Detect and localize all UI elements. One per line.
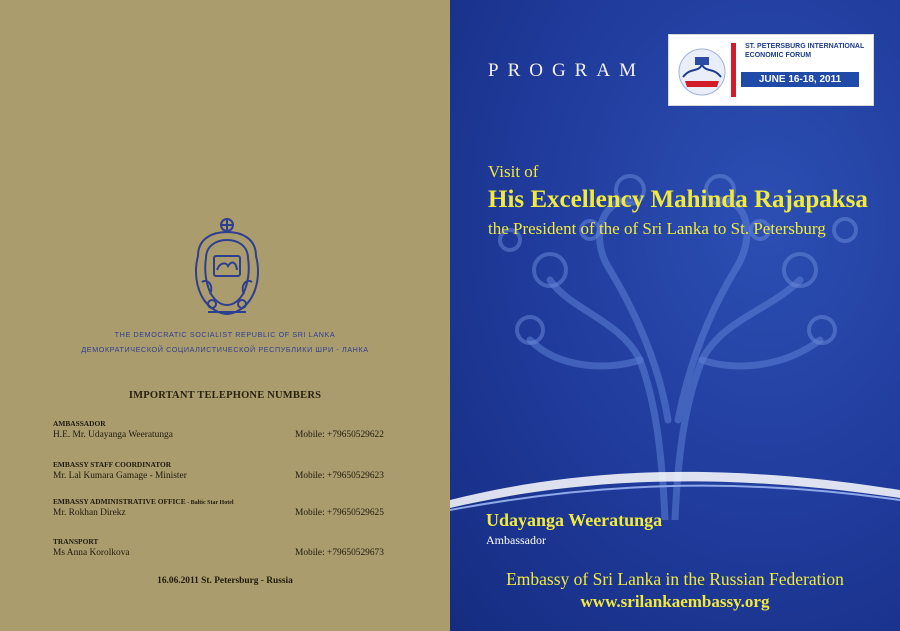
sri-lanka-emblem-icon [188,216,266,322]
spief-logo-icon [677,47,727,97]
guest-name: His Excellency Mahinda Rajapaksa [488,186,868,213]
contact-name: Mr. Rokhan Direkz [53,508,126,518]
embassy-name: Embassy of Sri Lanka in the Russian Federation [506,569,844,589]
contact-transport [53,537,423,560]
country-name-english: THE DEMOCRATIC SOCIALIST REPUBLIC OF SRI LANKA [114,330,336,339]
visit-of-label: Visit of [488,162,539,181]
contact-ambassador [53,419,423,442]
forum-accent-bar [731,43,736,97]
contact-role: EMBASSY ADMINISTRATIVE OFFICE - Baltic Star Hotel [53,497,234,506]
ambassador-title: Ambassador [486,533,546,547]
contact-role: EMBASSY STAFF COORDINATOR [53,460,172,469]
embassy-website-link[interactable]: www.srilankaembassy.org [580,592,770,611]
contact-mobile: Mobile: +79650529622 [295,430,384,440]
contact-staff-coordinator [53,460,423,483]
contact-role: AMBASSADOR [53,419,106,428]
contact-administrative-office [53,497,423,520]
forum-dates: JUNE 16-18, 2011 [741,72,859,87]
contact-mobile: Mobile: +79650529623 [295,471,384,481]
visit-subtitle: the President of the of Sri Lanka to St. Petersburg [488,219,826,238]
ambassador-name: Udayanga Weeratunga [486,510,663,530]
footer-date: 16.06.2011 St. Petersburg - Russia [157,576,293,586]
country-name-russian: ДЕМОКРАТИЧЕСКОЙ СОЦИАЛИСТИЧЕСКОЙ РЕСПУБЛИКИ ШРИ - ЛАНКА [81,345,369,354]
program-title: PROGRAM [488,60,645,81]
right-panel [450,0,900,631]
contact-mobile: Mobile: +79650529625 [295,508,384,518]
contact-name: Mr. Lal Kumara Gamage - Minister [53,471,187,481]
forum-badge [668,34,874,106]
contact-role: TRANSPORT [53,537,99,546]
forum-name: ST. PETERSBURG INTERNATIONAL ECONOMIC FORUM [745,43,865,59]
contact-name: H.E. Mr. Udayanga Weeratunga [53,430,173,440]
phones-title: IMPORTANT TELEPHONE NUMBERS [128,390,322,401]
contact-name: Ms Anna Korolkova [53,548,130,558]
contact-mobile: Mobile: +79650529673 [295,548,384,558]
